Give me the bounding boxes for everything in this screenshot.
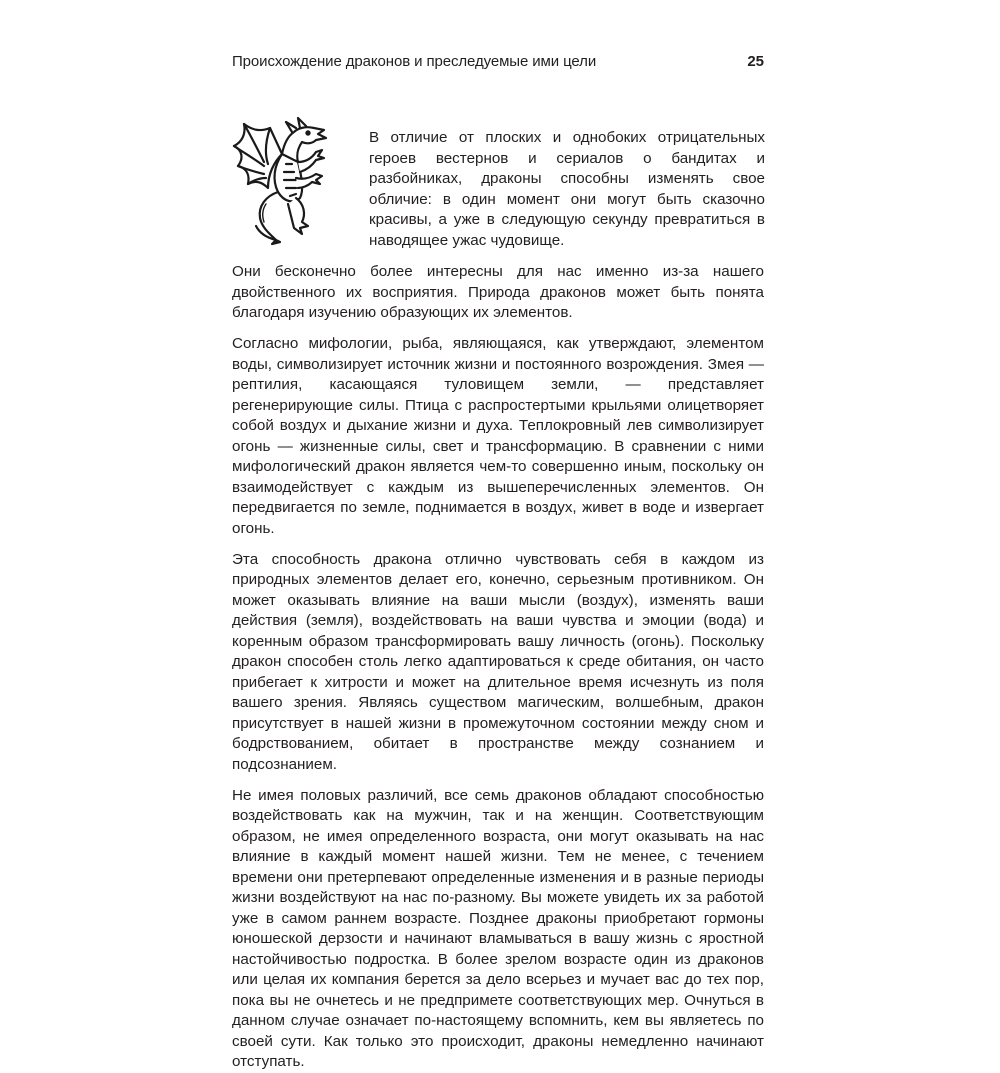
lead-paragraph: В отличие от плоских и однобоких отрицательных героев вестернов и сериалов о бандитах и разбойниках, драконы способны изменять свое обличие: в один момент они могут быть сказочно красивы, а уже в следующую секунду превратиться в наводящее ужас чудовище. xyxy=(369,129,765,249)
running-title: Происхождение драконов и преследуемые ими цели xyxy=(232,53,597,70)
paragraph: Они бесконечно более интересны для нас именно из-за нашего двойственного их восприятия. Природа драконов может быть понята благодаря изучению образующих их элементов. xyxy=(232,263,764,321)
page-number: 25 xyxy=(747,53,764,70)
body-text xyxy=(232,262,764,1073)
paragraph: Эта способность дракона отлично чувствовать себя в каждом из природных элементов делает его, конечно, серьезным противником. Он может оказывать влияние на ваши мысли (воздух), изменять ваши действия (земля), воздействовать на ваши чувства и эмоции (вода) и коренным образом трансформировать вашу личность (огонь). Поскольку дракон способен столь легко адаптироваться к среде обитания, он часто прибегает к хитрости и может на длительное время исчезнуть из поля вашего зрения. Являясь существом магическим, волшебным, дракон присутствует в нашей жизни в промежуточном состоянии между сном и бодрствованием, обитает в пространстве между сознанием и подсознанием. xyxy=(232,550,764,773)
heraldic-dragon-icon xyxy=(230,114,338,246)
intro-text-block xyxy=(369,128,765,251)
paragraph: Согласно мифологии, рыба, являющаяся, как утверждают, элементом воды, символизирует источник жизни и постоянного возрождения. Змея — рептилия, касающаяся туловищем земли, — представляет регенерирующие силы. Птица с распростертыми крыльями олицетворяет собой воздух и дыхание жизни и духа. Теплокровный лев символизирует огонь — жизненные силы, свет и трансформацию. В сравнении с ними мифологический дракон является чем-то совершенно иным, поскольку он взаимодействует с каждым из вышеперечисленных элементов. Он передвигается по земле, поднимается в воздух, живет в воде и извергает огонь. xyxy=(232,335,764,537)
page-header xyxy=(232,51,764,75)
paragraph: Не имея половых различий, все семь драконов обладают способностью воздействовать как на мужчин, так и на женщин. Соответствующим образом, не имея определенного возраста, они могут оказывать на нас влияние в каждый момент нашей жизни. Тем не менее, с течением времени они претерпевают определенные изменения и в разные периоды жизни воздействуют на нас по-разному. Вы можете увидеть их за работой уже в самом раннем возрасте. Позднее драконы приобретают гормоны юношеской дерзости и начинают вламываться в вашу жизнь с яростной настойчивостью подростка. В более зрелом возрасте один из драконов или целая их компания берется за дело всерьез и мучает вас до тех пор, пока вы не очнетесь и не предпримете соответствующих мер. Очнуться в данном случае означает по-настоящему вспомнить, кем вы являетесь по своей сути. Как только это происходит, драконы немедленно начинают отступать. xyxy=(232,786,764,1070)
